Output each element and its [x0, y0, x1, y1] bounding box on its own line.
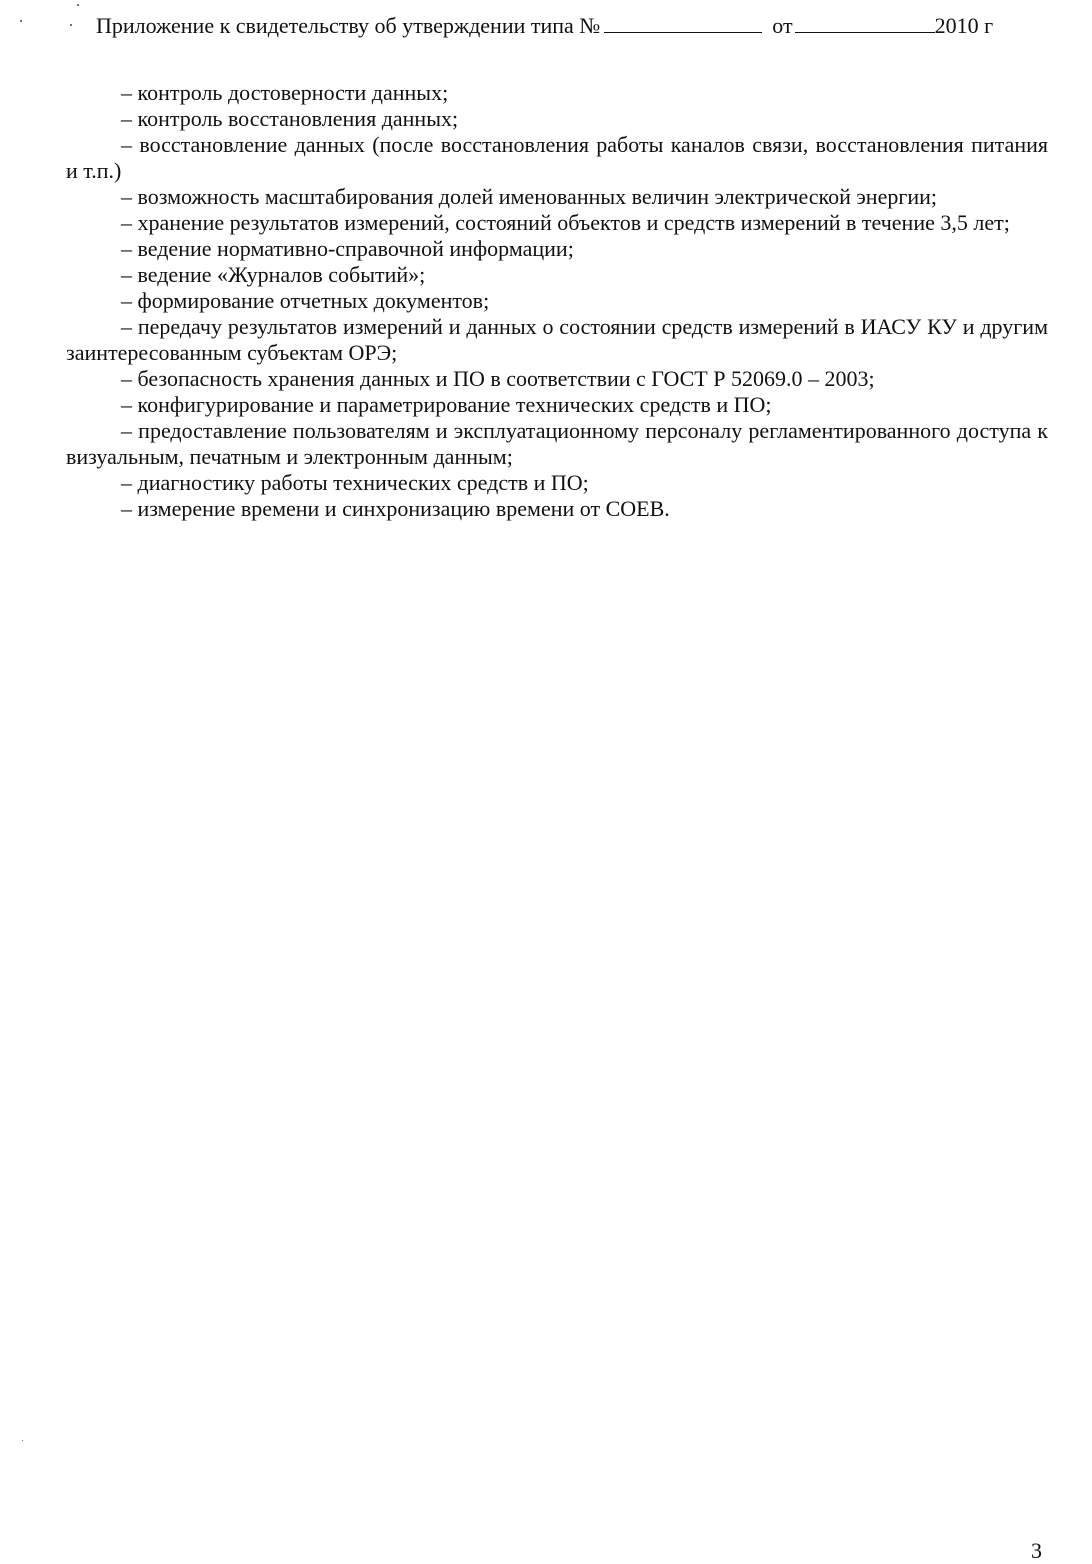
list-item: – контроль восстановления данных; [121, 106, 459, 131]
scan-speck [70, 24, 72, 26]
scan-speck [20, 20, 22, 22]
document-header [96, 12, 1036, 40]
header-prefix: Приложение к свидетельству об утверждении типа № [96, 13, 601, 38]
header-year: 2010 г [934, 13, 994, 38]
list-item: – возможность масштабирования долей именованных величин электрической энергии; [121, 184, 938, 209]
list-item: – безопасность хранения данных и ПО в соответствии с ГОСТ Р 52069.0 – 2003; [121, 366, 875, 391]
scan-speck [77, 4, 79, 6]
list-item: – диагностику работы технических средств и ПО; [121, 470, 589, 495]
header-from: от [772, 13, 793, 38]
list-item: – предоставление пользователям и эксплуатационному персоналу регламентированного доступа к визуальным, печатным и электронным данным; [66, 418, 1048, 469]
list-item: – конфигурирование и параметрирование технических средств и ПО; [121, 392, 772, 417]
list-item: – восстановление данных (после восстановления работы каналов связи, восстановления питания и т.п.) [66, 132, 1048, 183]
list-item: – формирование отчетных документов; [121, 288, 490, 313]
functions-list [66, 80, 1048, 522]
list-item: – передачу результатов измерений и данных о состоянии средств измерений в ИАСУ КУ и другим заинтересованным субъектам ОРЭ; [66, 314, 1048, 365]
list-item: – ведение «Журналов событий»; [121, 262, 426, 287]
list-item: – ведение нормативно-справочной информации; [121, 236, 574, 261]
list-item: – измерение времени и синхронизацию времени от СОЕВ. [121, 496, 670, 521]
certificate-number-blank [604, 12, 762, 33]
list-item: – хранение результатов измерений, состояний объектов и средств измерений в течение 3,5 лет; [121, 210, 1010, 235]
scan-speck [22, 1440, 23, 1441]
page-number: 3 [1031, 1538, 1042, 1563]
list-item: – контроль достоверности данных; [121, 80, 449, 105]
date-blank [795, 12, 935, 33]
